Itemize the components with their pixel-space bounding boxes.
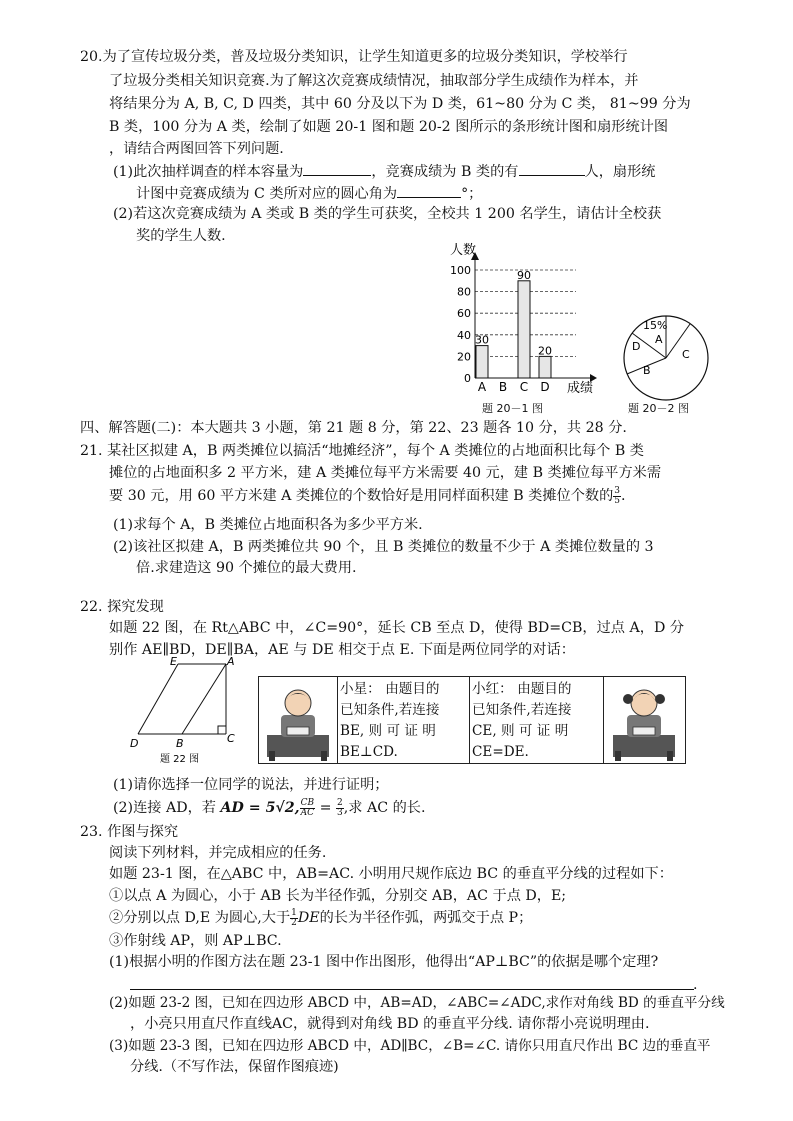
bar-d	[539, 356, 551, 378]
q23-step-2	[109, 908, 532, 928]
bar-c	[518, 281, 530, 378]
answer-blank-sample-size[interactable]	[303, 160, 371, 176]
q23-step2-text-b: 的长为半径作弧，两弧交于点 P；	[319, 910, 533, 926]
q22-line-1: 如题 22 图，在 Rt△ABC 中，∠C=90°，延长 CB 至点 D，使得 BD=CB，过点 A，D 分	[109, 620, 685, 636]
xiaohong-speech	[469, 677, 603, 765]
q23-line-2: 如题 23-1 图，在△ABC 中，AB=AC. 小明用尺规作底边 BC 的垂直平分线的过程如下：	[109, 866, 673, 882]
student-girl-cell	[603, 677, 685, 763]
q23-fraction-half	[290, 909, 298, 928]
dialogue-table	[258, 676, 686, 764]
pigtail-icon	[655, 694, 665, 704]
caption-22: 题 22 图	[160, 754, 200, 765]
bar-chart-20-1	[440, 240, 600, 400]
q23-step2-math: DE	[297, 910, 320, 926]
student-girl-illustration	[603, 677, 685, 763]
q21-line-3	[109, 486, 626, 506]
student-boy-cell	[259, 677, 338, 763]
q23-sub1-end: .	[693, 977, 698, 993]
label-e: E	[170, 656, 177, 668]
q21-sub2-line1: (2)该社区拟建 A，B 两类摊位共 90 个，且 B 类摊位的数量不少于 A 类摊位数量的 3	[113, 539, 654, 555]
xiaohong-cell	[469, 677, 604, 763]
q21-sub1: (1)求每个 A，B 类摊位占地面积各为多少平方米.	[113, 517, 423, 533]
q20-sub2-line1: (2)若这次竞赛成绩为 A 类或 B 类的学生可获奖，全校共 1 200 名学生，请估计全校获	[113, 206, 662, 222]
q20-line-4: B 类，100 分为 A 类，绘制了如题 20-1 图和题 20-2 图所示的条形统计图和扇形统计图	[109, 119, 669, 135]
xiaoxing-cell	[337, 677, 470, 763]
y-tick-label: 60	[457, 307, 471, 321]
xiaohong-line-1: 小红： 由题目的	[472, 681, 572, 697]
q22-sub2-text-b: ,求 AC 的长.	[343, 800, 426, 816]
q20-sub1-text-d: 计图中竞赛成绩为 C 类所对应的圆心角为	[136, 186, 398, 202]
label-c: C	[227, 732, 235, 745]
q23-sub2-line1: (2)如题 23-2 图，已知在四边形 ABCD 中，AB=AD，∠ABC=∠ADC,求作对角线 BD 的垂直平分线	[109, 995, 725, 1011]
desk-icon	[613, 735, 675, 757]
desk-icon	[267, 735, 329, 757]
label-a: A	[227, 656, 235, 668]
q22-frac-den: AC	[300, 807, 315, 818]
q23-line-1: 阅读下列材料，并完成相应的任务.	[109, 845, 327, 861]
segment-ba	[182, 664, 226, 734]
answer-blank-angle[interactable]	[397, 182, 461, 198]
q20-line-1: 20.为了宣传垃圾分类，普及垃圾分类知识，让学生知道更多的垃圾分类知识，学校举行	[80, 49, 628, 65]
q21-fraction	[613, 487, 621, 506]
q23-title: 23. 作图与探究	[80, 824, 179, 840]
q23-sub3-line2: 分线.（不写作法，保留作图痕迹)	[130, 1059, 339, 1075]
q21-line-2: 摊位的占地面积多 2 平方米，建 A 类摊位每平方米需要 40 元，建 B 类摊位每平方米需	[109, 465, 662, 481]
xiaohong-line-3: CE, 则 可 证 明	[472, 723, 569, 739]
x-tick-label-d: D	[540, 380, 550, 394]
q20-sub1-line1	[113, 160, 655, 182]
q23-frac-den: 2	[291, 917, 297, 928]
answer-line-23-1[interactable]	[130, 989, 694, 990]
y-tick-label: 100	[450, 264, 471, 277]
bar-a	[476, 346, 488, 378]
q22-line-2: 别作 AE∥BD，DE∥BA，AE 与 DE 相交于点 E. 下面是两位同学的对话：	[109, 642, 575, 658]
xiaoxing-line-4: BE⊥CD.	[340, 744, 398, 760]
q21-frac-den: 5	[614, 495, 621, 506]
q22-frac2-den: 3	[337, 807, 343, 818]
q22-sub1: (1)请你选择一位同学的说法，并进行证明；	[113, 777, 389, 793]
q21-line-1: 21. 某社区拟建 A，B 两类摊位以搞活“地摊经济”，每个 A 类摊位的占地面积比每个 B 类	[80, 443, 644, 459]
q22-title: 22. 探究发现	[80, 599, 164, 615]
q22-sub2	[113, 798, 425, 818]
x-tick-label-c: C	[519, 380, 529, 394]
q22-fraction-cb-ac	[300, 799, 316, 818]
book-icon	[633, 727, 655, 735]
q23-sub3-line1: (3)如题 23-3 图，已知在四边形 ABCD 中，AD∥BC，∠B=∠C. 请你只用直尺作出 BC 边的垂直平	[109, 1038, 711, 1054]
xiaoxing-line-1: 小星： 由题目的	[340, 681, 440, 697]
label-d: D	[130, 737, 139, 750]
book-icon	[287, 727, 309, 735]
q20-sub1-text-b: ，竞赛成绩为 B 类的有	[371, 164, 519, 180]
q22-frac-num: CB	[300, 797, 315, 808]
desk-leg-icon	[269, 751, 275, 761]
q20-sub1-text-e: °；	[461, 186, 483, 202]
q23-sub1: (1)根据小明的作图方法在题 23-1 图中作出图形，他得出“AP⊥BC”的依据是哪个定理?	[109, 954, 659, 970]
figure-22	[128, 656, 238, 766]
y-tick-label: 20	[457, 350, 471, 364]
student-boy-illustration	[259, 677, 337, 763]
pie-label-d: D	[632, 340, 641, 353]
right-angle-mark	[218, 726, 226, 734]
xiaoxing-line-3: BE, 则 可 证 明	[340, 723, 436, 739]
q23-step2-text-a: ②分别以点 D,E 为圆心,大于	[109, 910, 291, 926]
q21-frac-num: 3	[614, 485, 621, 496]
q23-frac-num: 1	[291, 907, 297, 918]
answer-blank-class-b[interactable]	[519, 160, 585, 176]
q22-sub2-eq: =	[315, 800, 337, 816]
desk-leg-icon	[321, 751, 327, 761]
y-axis-label: 人数	[450, 243, 477, 258]
y-tick-label: 0	[464, 372, 471, 385]
caption-20-1: 题 20－1 图	[482, 402, 543, 415]
pigtail-icon	[623, 694, 633, 704]
q21-line-3-text: 要 30 元，用 60 平方米建 A 类摊位的个数恰好是用同样面积建 B 类摊位个数的	[109, 488, 614, 504]
q22-sub2-text-a: (2)连接 AD，若	[113, 800, 221, 816]
q22-frac2-num: 2	[337, 797, 343, 808]
pie-chart-20-2	[618, 310, 714, 406]
q21-sub2-line2: 倍.求建造这 90 个摊位的最大费用.	[136, 560, 357, 576]
data-label-c: 90	[517, 268, 531, 282]
q20-line-3: 将结果分为 A, B, C, D 四类，其中 60 分及以下为 D 类，61~80 分为 C 类， 81~99 分为	[109, 96, 691, 112]
pie-label-a: A	[655, 333, 663, 346]
q22-fraction-2-3	[336, 799, 344, 818]
pie-label-b: B	[643, 364, 651, 377]
q23-sub2-line2: ，小亮只用直尺作直线AC，就得到对角线 BD 的垂直平分线. 请你帮小亮说明理由.	[130, 1016, 650, 1032]
q20-line-5: ，请结合两图回答下列问题.	[109, 141, 284, 157]
xiaoxing-line-2: 已知条件,若连接	[340, 702, 440, 718]
data-label-d: 20	[538, 344, 552, 358]
desk-leg-icon	[615, 751, 621, 761]
q22-sub2-math: AD = 5√2,	[220, 800, 300, 816]
q23-step-3: ③作射线 AP，则 AP⊥BC.	[109, 933, 282, 949]
segment-de	[138, 664, 178, 734]
section-4-heading: 四、解答题(二)：本大题共 3 小题，第 21 题 8 分，第 22、23 题各 10 分，共 28 分.	[80, 420, 627, 436]
q23-step-1: ①以点 A 为圆心，小于 AB 长为半径作弧，分别交 AB，AC 于点 D，E;	[109, 888, 567, 904]
caption-20-2: 题 20－2 图	[628, 402, 689, 415]
y-tick-label: 40	[457, 328, 471, 342]
desk-leg-icon	[667, 751, 673, 761]
y-tick-label: 80	[457, 285, 471, 299]
x-tick-label-b: B	[498, 380, 508, 394]
q20-sub1-text-c: 人，扇形统	[584, 164, 656, 180]
q21-line-3-end: .	[621, 488, 626, 504]
xiaoxing-speech	[337, 677, 469, 765]
x-axis-label: 成绩	[567, 381, 594, 396]
x-tick-label-a: A	[477, 380, 487, 394]
q20-line-2: 了垃圾分类相关知识竞赛.为了解这次竞赛成绩情况，抽取部分学生成绩作为样本，并	[109, 73, 639, 89]
q20-sub2-line2: 奖的学生人数.	[136, 228, 226, 244]
q20-sub1-line2	[136, 182, 482, 204]
xiaohong-line-2: 已知条件,若连接	[472, 702, 572, 718]
q20-sub1-text-a: (1)此次抽样调查的样本容量为	[113, 164, 304, 180]
xiaohong-line-4: CE=DE.	[472, 744, 529, 760]
pie-percent-label: 15%	[643, 319, 668, 332]
label-b: B	[176, 737, 184, 750]
data-label-a: 30	[475, 333, 489, 347]
pie-label-c: C	[682, 348, 690, 361]
